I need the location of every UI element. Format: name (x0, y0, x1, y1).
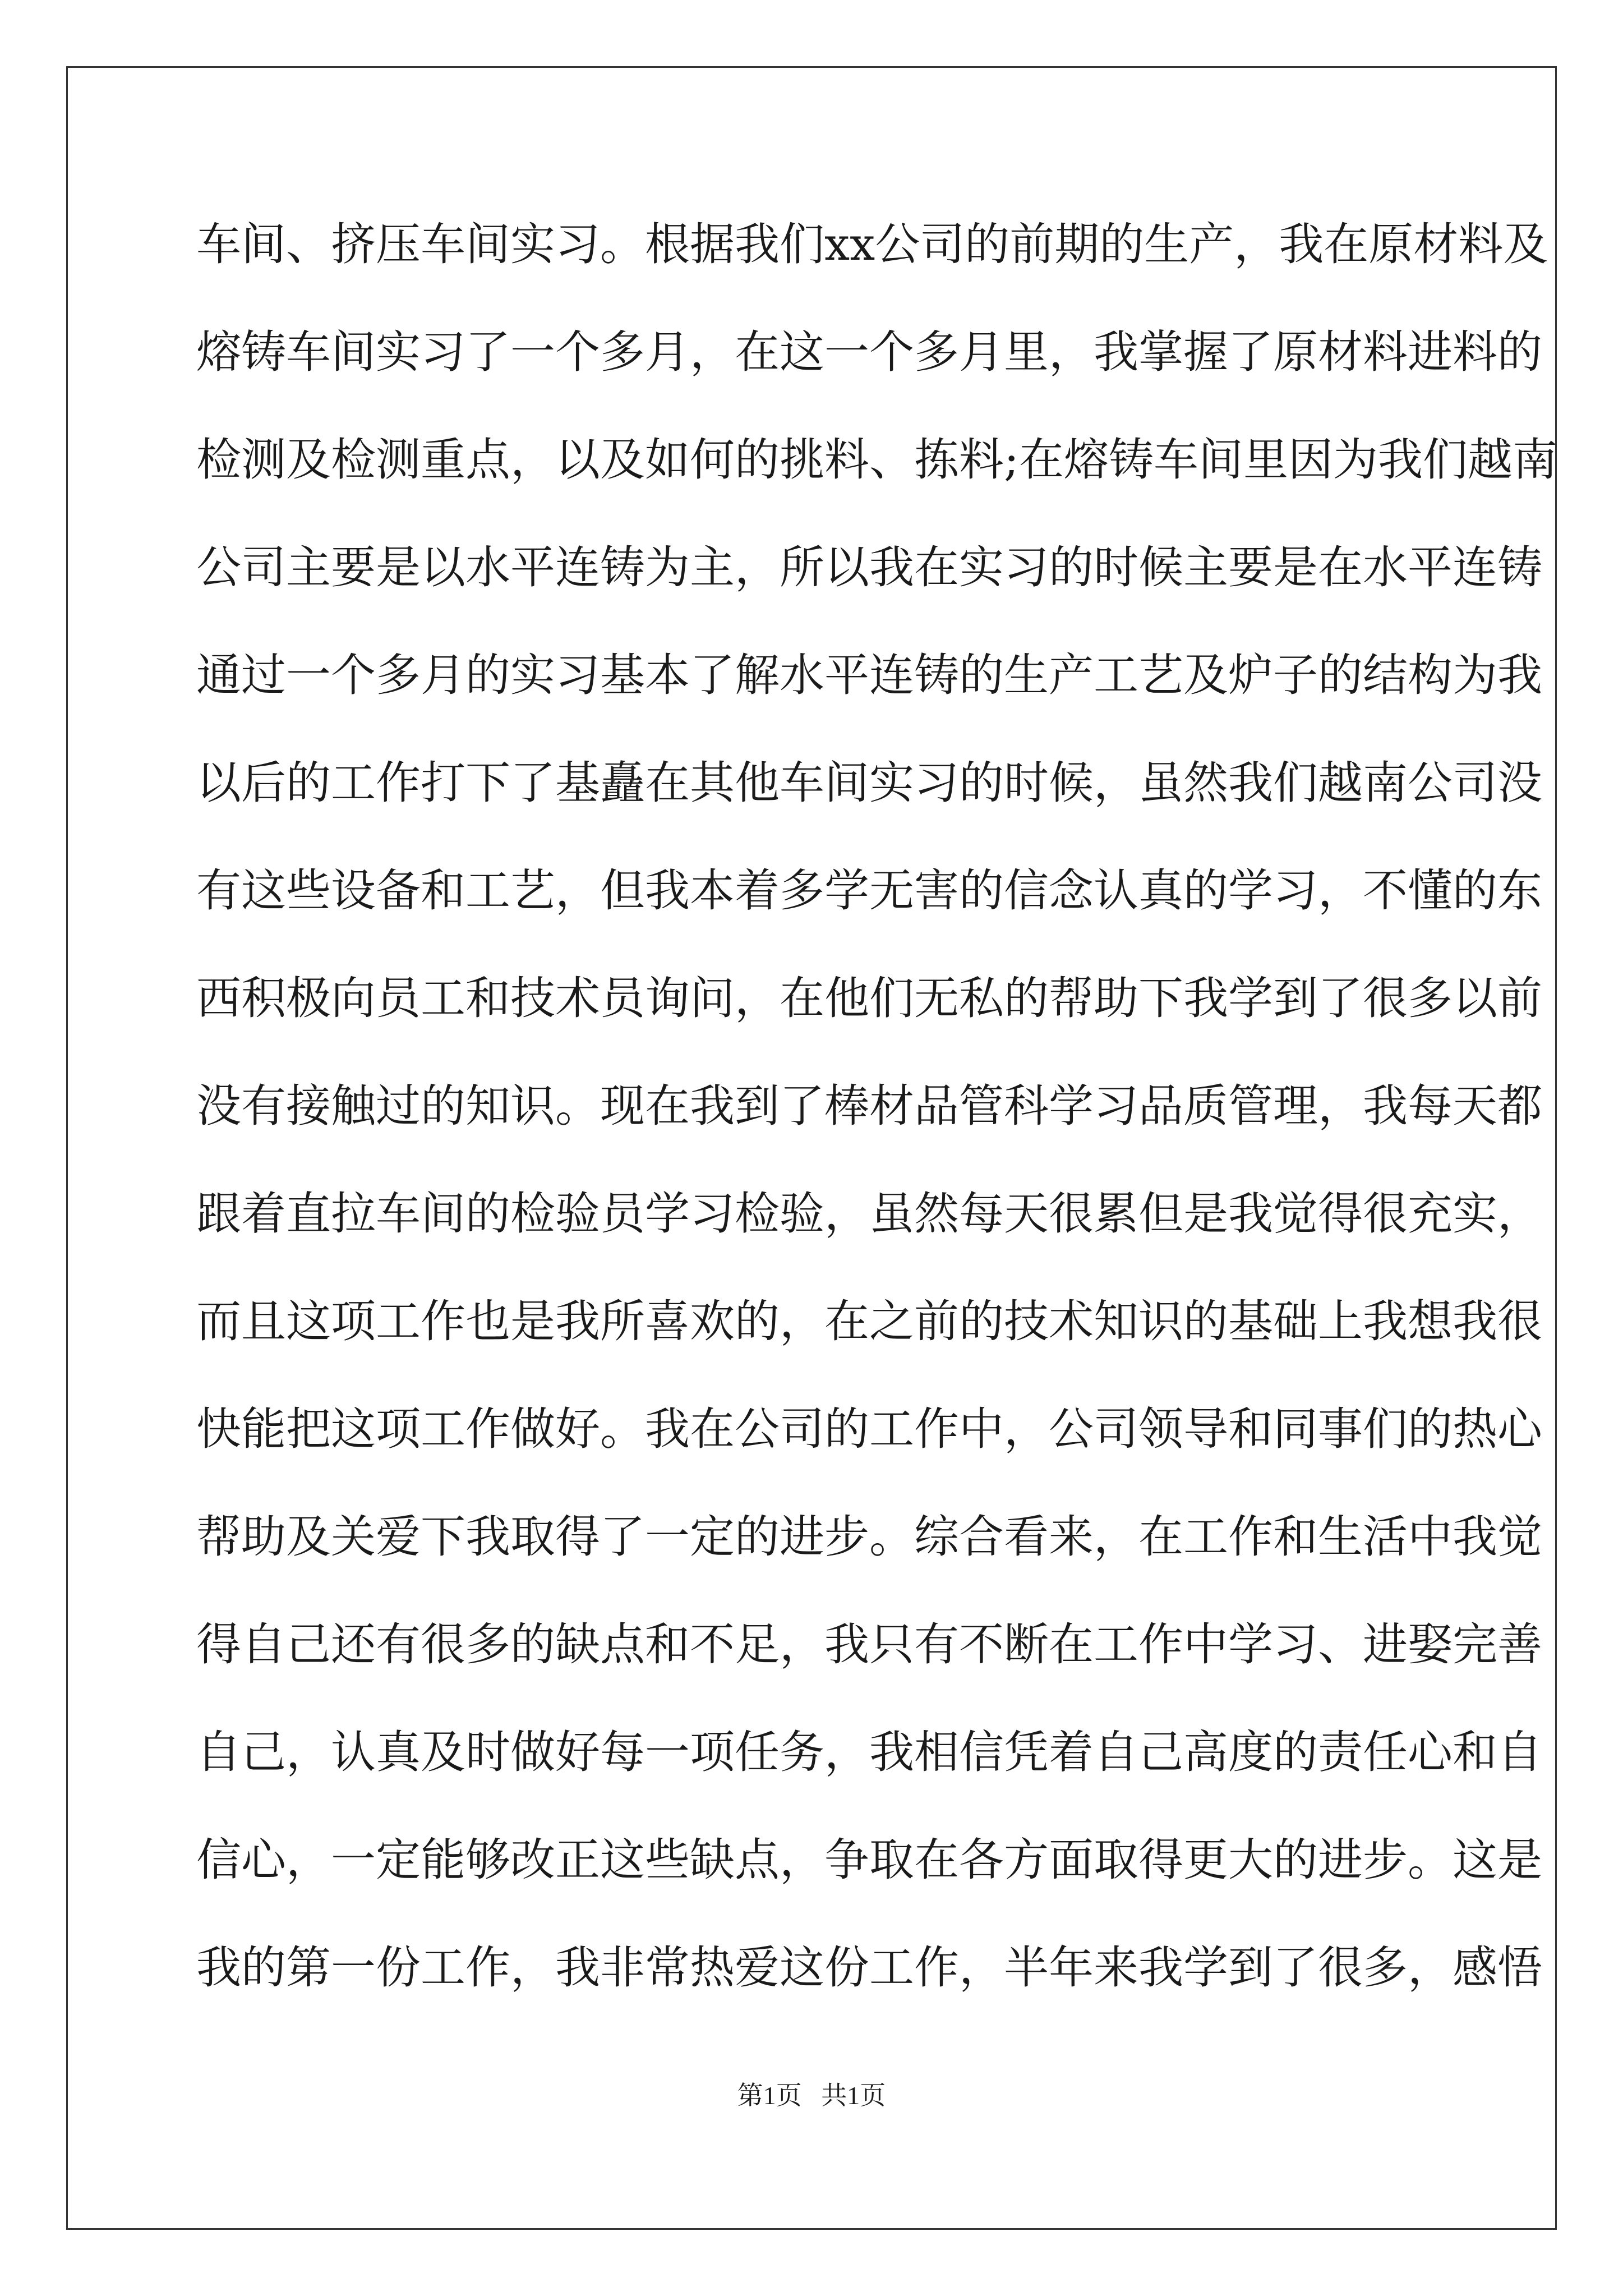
page-total: 共1页 (821, 2081, 886, 2110)
page-footer (0, 2079, 1623, 2113)
page-number: 第1页 (737, 2081, 802, 2110)
text-line: 熔铸车间实习了一个多月，在这一个多月里，我掌握了原材料进料的 (196, 326, 1542, 378)
text-line: 而且这项工作也是我所喜欢的，在之前的技术知识的基础上我想我很 (196, 1295, 1542, 1347)
text-line: 没有接触过的知识。现在我到了棒材品管科学习品质管理，我每天都 (196, 1080, 1542, 1132)
text-line: 自己，认真及时做好每一项任务，我相信凭着自己高度的责任心和自 (196, 1726, 1542, 1778)
text-line: 得自己还有很多的缺点和不足，我只有不断在工作中学习、进娶完善 (196, 1618, 1542, 1671)
text-line: 通过一个多月的实习基本了解水平连铸的生产工艺及炉子的结构为我 (196, 649, 1542, 701)
text-line: 公司主要是以水平连铸为主，所以我在实习的时候主要是在水平连铸 (196, 541, 1542, 593)
document-body (196, 191, 1557, 2022)
text-line: 有这些设备和工艺，但我本着多学无害的信念认真的学习，不懂的东 (196, 864, 1542, 917)
text-line: 信心，一定能够改正这些缺点，争取在各方面取得更大的进步。这是 (196, 1834, 1542, 1886)
text-line: 我的第一份工作，我非常热爱这份工作，半年来我学到了很多，感悟 (196, 1941, 1542, 1994)
text-line: 西积极向员工和技术员询问，在他们无私的帮助下我学到了很多以前 (196, 972, 1542, 1024)
text-line: 快能把这项工作做好。我在公司的工作中，公司领导和同事们的热心 (196, 1403, 1542, 1455)
text-line: 跟着直拉车间的检验员学习检验，虽然每天很累但是我觉得很充实， (196, 1188, 1542, 1240)
text-line: 车间、挤压车间实习。根据我们xx公司的前期的生产，我在原材料及 (196, 218, 1548, 270)
text-line: 以后的工作打下了基矗在其他车间实习的时候，虽然我们越南公司没 (196, 757, 1542, 809)
text-line: 帮助及关爱下我取得了一定的进步。综合看来，在工作和生活中我觉 (196, 1511, 1542, 1563)
text-line: 检测及检测重点，以及如何的挑料、拣料;在熔铸车间里因为我们越南 (196, 434, 1557, 486)
